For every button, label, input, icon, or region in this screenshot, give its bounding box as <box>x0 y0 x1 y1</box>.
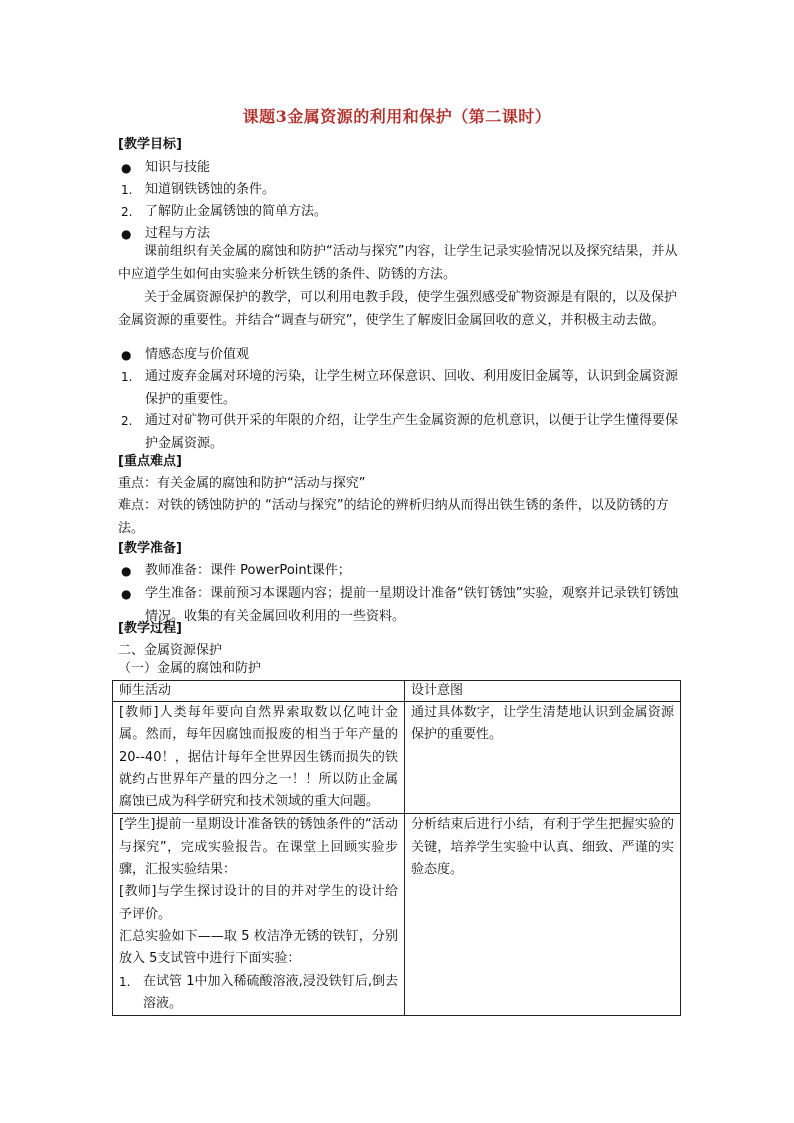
intent-cell <box>405 814 681 1016</box>
activity-table <box>112 680 681 1016</box>
activity-cell <box>113 814 405 1016</box>
bullet-icon: ● <box>121 227 132 241</box>
process-sub-heading: （一）金属的腐蚀和防护 <box>118 661 262 676</box>
bullet-icon: ● <box>121 587 132 601</box>
column-header-intent: 设计意图 <box>405 681 681 702</box>
activity-list-item <box>119 971 398 1016</box>
list-item: 知道钢铁锈蚀的条件。 <box>145 182 276 197</box>
teacher-prep: 教师准备：课件 PowerPoint课件； <box>145 563 351 578</box>
activity-text: [教师]与学生探讨设计的目的并对学生的设计给予评价。 <box>119 884 398 922</box>
column-header-activity: 师生活动 <box>113 681 405 702</box>
list-item-text: 在试管 1中加入稀硫酸溶液,浸没铁钉后,倒去溶液。 <box>143 973 398 1011</box>
table-row <box>113 814 681 1016</box>
section-heading-goals: [教学目标] <box>118 137 182 152</box>
list-number: 1. <box>121 183 133 197</box>
list-number: 1. <box>119 974 131 989</box>
list-number: 2. <box>121 414 133 428</box>
intent-text: 分析结束后进行小结，有利于学生把握实验的关键，培养学生实验中认真、细致、严谨的实验态度。 <box>411 817 674 878</box>
activity-text: 汇总实验如下——取 5 枚洁净无锈的铁钉，分别放入 5支试管中进行下面实验： <box>119 928 398 967</box>
table-row <box>113 702 681 814</box>
bullet-icon: ● <box>121 161 132 175</box>
paragraph: 课前组织有关金属的腐蚀和防护“活动与探究”内容，让学生记录实验情况以及探究结果，并从中应道学生如何由实验来分析铁生锈的条件、防锈的方法。 <box>118 244 678 282</box>
bullet-icon: ● <box>121 564 132 578</box>
activity-text: [教师]人类每年要向自然界索取数以亿吨计金属。然而，每年因腐蚀而报废的相当于年产量的 20--40！，据估计每年全世界因生锈而损失的铁就约占世界年产量的四分之一！！所以防止金属腐蚀已成为科学研究和技术领域的重大问题。 <box>119 705 398 810</box>
list-item: 通过对矿物可供开采的年限的介绍，让学生产生金属资源的危机意识，以便于让学生懂得要保护金属资源。 <box>145 413 679 451</box>
list-number: 2. <box>121 205 133 219</box>
list-item: 了解防止金属锈蚀的简单方法。 <box>145 204 328 219</box>
process-part-heading: 二、金属资源保护 <box>118 643 223 658</box>
key-point: 重点：有关金属的腐蚀和防护“活动与探究” <box>118 476 366 491</box>
section-heading-prep: [教学准备] <box>118 541 182 556</box>
intent-cell <box>405 702 681 814</box>
list-item: 通过废弃金属对环境的污染，让学生树立环保意识、回收、利用废旧金属等，认识到金属资源保护的重要性。 <box>145 369 679 407</box>
knowledge-heading: 知识与技能 <box>145 160 211 175</box>
student-prep: 学生准备：课前预习本课题内容；提前一星期设计准备“铁钉锈蚀”实验，观察并记录铁钉锈蚀情况。收集的有关金属回收利用的一些资料。 <box>145 586 679 624</box>
activity-text: [学生]提前一星期设计准备铁的锈蚀条件的“活动与探究”，完成实验报告。在课堂上回顾实验步骤，汇报实验结果： <box>119 817 398 878</box>
bullet-icon: ● <box>121 348 132 362</box>
list-number: 1. <box>121 370 133 384</box>
emotion-heading: 情感态度与价值观 <box>145 347 250 362</box>
table-header-row <box>113 681 681 702</box>
process-method-heading: 过程与方法 <box>145 226 211 241</box>
paragraph: 关于金属资源保护的教学，可以利用电教手段，使学生强烈感受矿物资源是有限的，以及保护金属资源的重要性。并结合“调查与研究”，使学生了解废旧金属回收的意义，并积极主动去做。 <box>118 290 678 328</box>
difficult-point: 难点：对铁的锈蚀防护的 “活动与探究”的结论的辨析归纳从而得出铁生锈的条件，以及防锈的方法。 <box>118 498 669 536</box>
section-heading-keypoints: [重点难点] <box>118 454 182 469</box>
activity-cell <box>113 702 405 814</box>
section-heading-process: [教学过程] <box>118 621 182 636</box>
intent-text: 通过具体数字，让学生清楚地认识到金属资源保护的重要性。 <box>411 705 674 743</box>
document-title: 课题3金属资源的利用和保护（第二课时） <box>242 107 552 126</box>
